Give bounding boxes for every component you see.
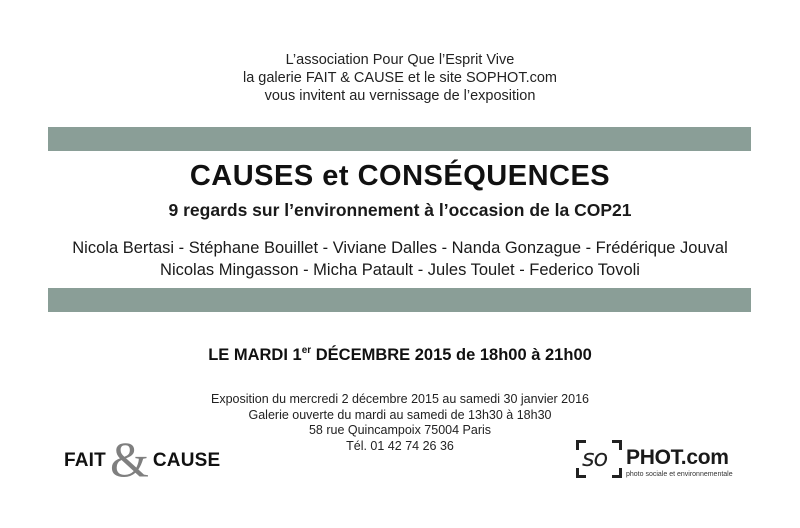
top-band: [48, 127, 751, 151]
fait-cause-logo-word2: CAUSE: [152, 450, 221, 471]
fait-cause-logo-word1: FAIT: [64, 450, 106, 471]
artists-list: [0, 237, 800, 281]
intro-text: [0, 51, 800, 105]
artists-line-2: Nicolas Mingasson - Micha Patault - Jules Toulet - Federico Tovoli: [160, 261, 640, 279]
exhibition-title: CAUSES et CONSÉQUENCES: [189, 160, 611, 192]
intro-line-1: L’association Pour Que l’Esprit Vive: [285, 52, 515, 68]
bottom-band: [48, 288, 751, 312]
vernissage-date-prefix: LE MARDI 1: [208, 346, 302, 364]
sophot-logo-tagline: photo sociale et environnementale: [626, 471, 733, 478]
fait-cause-logo: [64, 431, 221, 487]
sophot-logo-frame: [576, 440, 622, 478]
sophot-logo: [576, 440, 746, 484]
sophot-logo-name: PHOT.com: [626, 446, 729, 469]
vernissage-date: [0, 345, 800, 365]
sophot-logo-so: so: [582, 444, 608, 472]
info-address: 58 rue Quincampoix 75004 Paris: [308, 423, 492, 437]
info-phone: Tél. 01 42 74 26 36: [346, 438, 454, 453]
vernissage-date-sup: er: [301, 345, 312, 356]
exhibition-subtitle: 9 regards sur l’environnement à l’occasion de la COP21: [168, 200, 632, 220]
info-hours: Galerie ouverte du mardi au samedi de 13h30 à 18h30: [248, 407, 552, 422]
fait-cause-logo-ampersand: &: [109, 431, 149, 487]
vernissage-date-suffix: DÉCEMBRE 2015 de 18h00 à 21h00: [311, 346, 592, 364]
intro-line-2: la galerie FAIT & CAUSE et le site SOPHOT.com: [242, 70, 557, 86]
artists-line-1: Nicola Bertasi - Stéphane Bouillet - Viviane Dalles - Nanda Gonzague - Frédérique Jouval: [72, 239, 728, 257]
intro-line-3: vous invitent au vernissage de l’exposition: [264, 88, 536, 104]
info-dates: Exposition du mercredi 2 décembre 2015 au samedi 30 janvier 2016: [210, 392, 589, 406]
